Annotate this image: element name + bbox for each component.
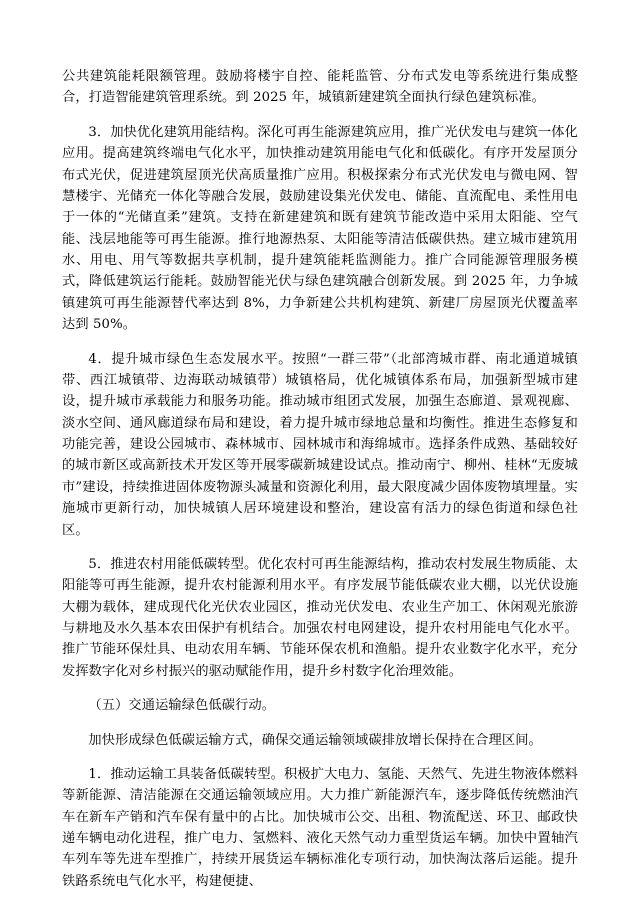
paragraph-item-1: 1．推动运输工具装备低碳转型。积极扩大电力、氢能、天然气、先进生物液体燃料等新能源、清洁能源在交通运输领域应用。大力推广新能源汽车，逐步降低传统燃油汽车在新车产销和汽车保有量中的占比。加快城市公交、出租、物流配送、环卫、邮政快递车辆电动化进程，推广电力、氢燃料、液化天然气动力重型货运车辆。加快中置轴汽车列车等先进车型推广，持续开展货运车辆标准化专项行动，加快淘汰落后运能。提升铁路系统电气化水平，构建便捷、 — [62, 766, 578, 889]
paragraph-intro-continued: 公共建筑能耗限额管理。鼓励将楼宇自控、能耗监管、分布式发电等系统进行集成整合，打造智能建筑管理系统。到 2025 年，城镇新建建筑全面执行绿色建筑标准。 — [62, 69, 578, 106]
paragraph-section-five-lead: 加快形成绿色低碳运输方式，确保交通运输领域碳排放增长保持在合理区间。 — [88, 732, 542, 748]
section-heading-five: （五）交通运输绿色低碳行动。 — [88, 698, 276, 714]
paragraph-item-4: 4．提升城市绿色生态发展水平。按照“一群三带”（北部湾城市群、南北通道城镇带、西江城镇带、边海联动城镇带）城镇格局，优化城镇体系布局，加强新型城市建设，提升城市承载能力和服务功能。推动城市组团式发展，加强生态廊道、景观视廊、淡水空间、通风廊道绿布局和建设，着力提升城市绿地总量和均衡性。推进生态修复和功能完善，建设公园城市、森林城市、园林城市和海绵城市。选择条件成熟、基础较好的城市新区或高新技术开发区等开展零碳新城建设试点。推动南宁、柳州、桂林“无废城市”建设，持续推进固体废物源头减量和资源化利用，最大限度减少固体废物填埋量。实施城市更新行动，加快城镇人居环境建设和整治，建设富有活力的绿色街道和绿色社区。 — [62, 351, 578, 538]
document-body — [62, 66, 578, 892]
paragraph-item-3: 3．加快优化建筑用能结构。深化可再生能源建筑应用，推广光伏发电与建筑一体化应用。提高建筑终端电气化水平，加快推动建筑用能电气化和低碳化。有序开发屋顶分布式光伏，促进建筑屋顶光伏高质量推广应用。积极探索分布式光伏发电与微电网、智慧楼宇、光储充一体化等融合发展，鼓励建设集光伏发电、储能、直流配电、柔性用电于一体的“光储直柔”建筑。支持在新建建筑和既有建筑节能改造中采用太阳能、空气能、浅层地能等可再生能源。推行地源热泵、太阳能等清洁低碳供热。建立城市建筑用水、用电、用气等数据共享机制，提升建筑能耗监测能力。推广合同能源管理服务模式，降低建筑运行能耗。鼓励智能光伏与绿色建筑融合创新发展。到 2025 年，力争城镇建筑可再生能源替代率达到 8%，力争新建公共机构建筑、新建厂房屋顶光伏覆盖率达到 50%。 — [62, 124, 578, 333]
paragraph-item-5: 5．推进农村用能低碳转型。优化农村可再生能源结构，推动农村发展生物质能、太阳能等可再生能源，提升农村能源利用水平。有序发展节能低碳农业大棚，以光伏设施大棚为载体，建成现代化光伏农业园区，推动光伏发电、农业生产加工、休闲观光旅游与耕地及水久基本农田保护有机结合。加强农村电网建设，提升农村用能电气化水平。推广节能环保灶具、电动农用车辆、节能环保农机和渔船。提升农业数字化水平，充分发挥数字化对乡村振兴的驱动赋能作用，提升乡村数字化治理效能。 — [62, 556, 578, 679]
